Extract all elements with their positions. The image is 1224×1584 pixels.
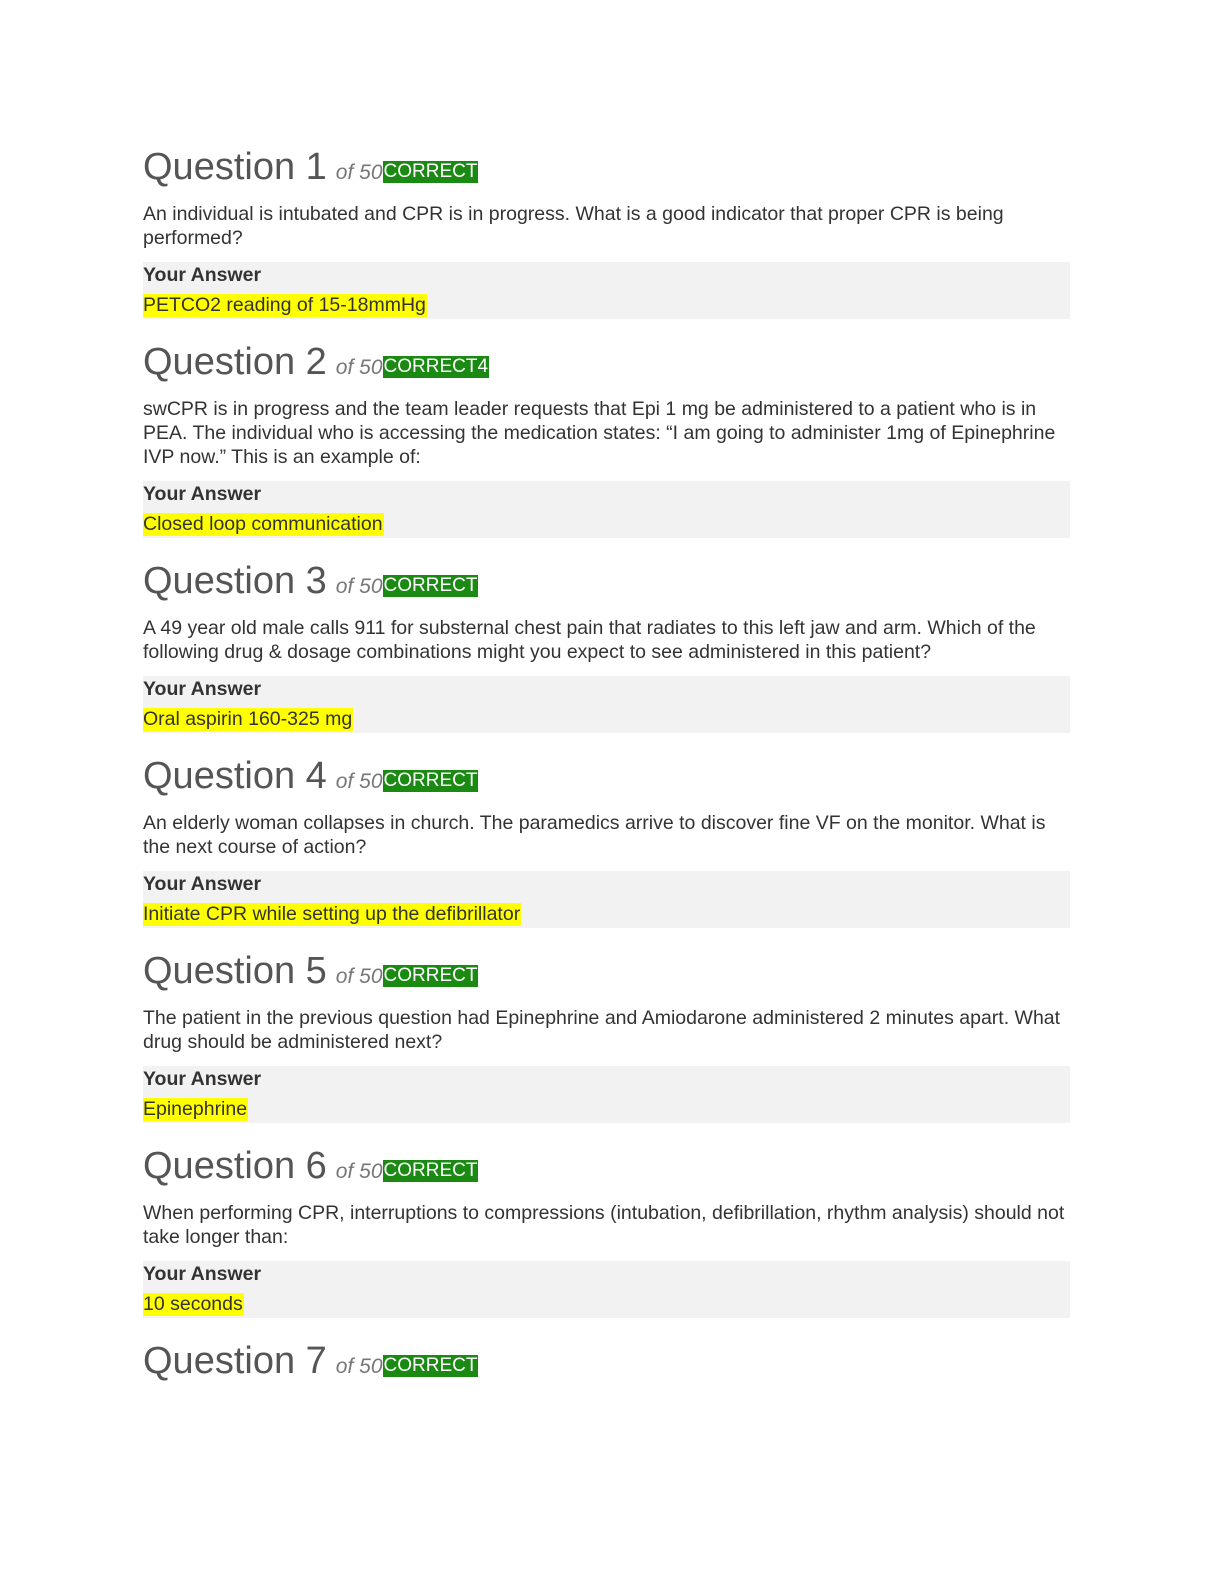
status-badge: CORRECT xyxy=(383,965,478,986)
answer-value: 10 seconds xyxy=(143,1293,243,1315)
question-title: Question 7 xyxy=(143,1340,327,1382)
question-text: A 49 year old male calls 911 for substernal chest pain that radiates to this left jaw and arm. Which of the following drug & dosage combinations might you expect to see administered in this patient? xyxy=(143,617,1036,663)
question-count: of 50 xyxy=(335,161,383,184)
question-header xyxy=(143,751,1070,801)
question-title: Question 4 xyxy=(143,755,327,797)
status-badge: CORRECT xyxy=(383,161,478,182)
question-text: swCPR is in progress and the team leader requests that Epi 1 mg be administered to a patient who is in PEA. The individual who is accessing the medication states: “I am going to administer 1mg of Epinephrine IVP now.” This is an example of: xyxy=(143,398,1056,468)
question-count: of 50 xyxy=(335,356,383,379)
question-title: Question 2 xyxy=(143,341,327,383)
status-badge: CORRECT xyxy=(383,575,478,596)
status-badge: CORRECT4 xyxy=(383,356,489,377)
question-block-1 xyxy=(143,142,1070,319)
status-badge: CORRECT xyxy=(383,1355,478,1376)
question-count: of 50 xyxy=(335,575,383,598)
answer-label: Your Answer xyxy=(143,678,262,700)
question-block-3 xyxy=(143,556,1070,733)
answer-label: Your Answer xyxy=(143,1068,262,1090)
answer-box xyxy=(143,676,1070,733)
answer-label: Your Answer xyxy=(143,873,262,895)
question-count: of 50 xyxy=(335,770,383,793)
question-count: of 50 xyxy=(335,1160,383,1183)
status-badge: CORRECT xyxy=(383,770,478,791)
answer-box xyxy=(143,1066,1070,1123)
question-block-2 xyxy=(143,337,1070,538)
answer-label: Your Answer xyxy=(143,1263,262,1285)
answer-box xyxy=(143,481,1070,538)
question-title: Question 5 xyxy=(143,950,327,992)
question-block-6 xyxy=(143,1141,1070,1318)
question-block-4 xyxy=(143,751,1070,928)
answer-value: Epinephrine xyxy=(143,1098,248,1120)
answer-value: Closed loop communication xyxy=(143,513,383,535)
question-header xyxy=(143,337,1070,387)
question-text: An elderly woman collapses in church. The paramedics arrive to discover fine VF on the monitor. What is the next course of action? xyxy=(143,812,1046,858)
answer-value: PETCO2 reading of 15-18mmHg xyxy=(143,294,426,316)
question-count: of 50 xyxy=(335,1355,383,1378)
question-header xyxy=(143,1336,1070,1386)
quiz-results xyxy=(143,142,1070,1386)
answer-label: Your Answer xyxy=(143,483,262,505)
answer-value: Initiate CPR while setting up the defibrillator xyxy=(143,903,521,925)
question-header xyxy=(143,142,1070,192)
status-badge: CORRECT xyxy=(383,1160,478,1181)
question-block-5 xyxy=(143,946,1070,1123)
question-block-7 xyxy=(143,1336,1070,1386)
question-text: An individual is intubated and CPR is in progress. What is a good indicator that proper CPR is being performed? xyxy=(143,203,1004,249)
question-header xyxy=(143,556,1070,606)
question-text: The patient in the previous question had Epinephrine and Amiodarone administered 2 minutes apart. What drug should be administered next? xyxy=(143,1007,1061,1053)
question-header xyxy=(143,946,1070,996)
answer-box xyxy=(143,262,1070,319)
answer-label: Your Answer xyxy=(143,264,262,286)
question-title: Question 1 xyxy=(143,146,327,188)
question-count: of 50 xyxy=(335,965,383,988)
question-title: Question 3 xyxy=(143,560,327,602)
question-header xyxy=(143,1141,1070,1191)
answer-box xyxy=(143,1261,1070,1318)
question-text: When performing CPR, interruptions to compressions (intubation, defibrillation, rhythm analysis) should not take longer than: xyxy=(143,1202,1065,1248)
answer-box xyxy=(143,871,1070,928)
answer-value: Oral aspirin 160-325 mg xyxy=(143,708,353,730)
question-title: Question 6 xyxy=(143,1145,327,1187)
